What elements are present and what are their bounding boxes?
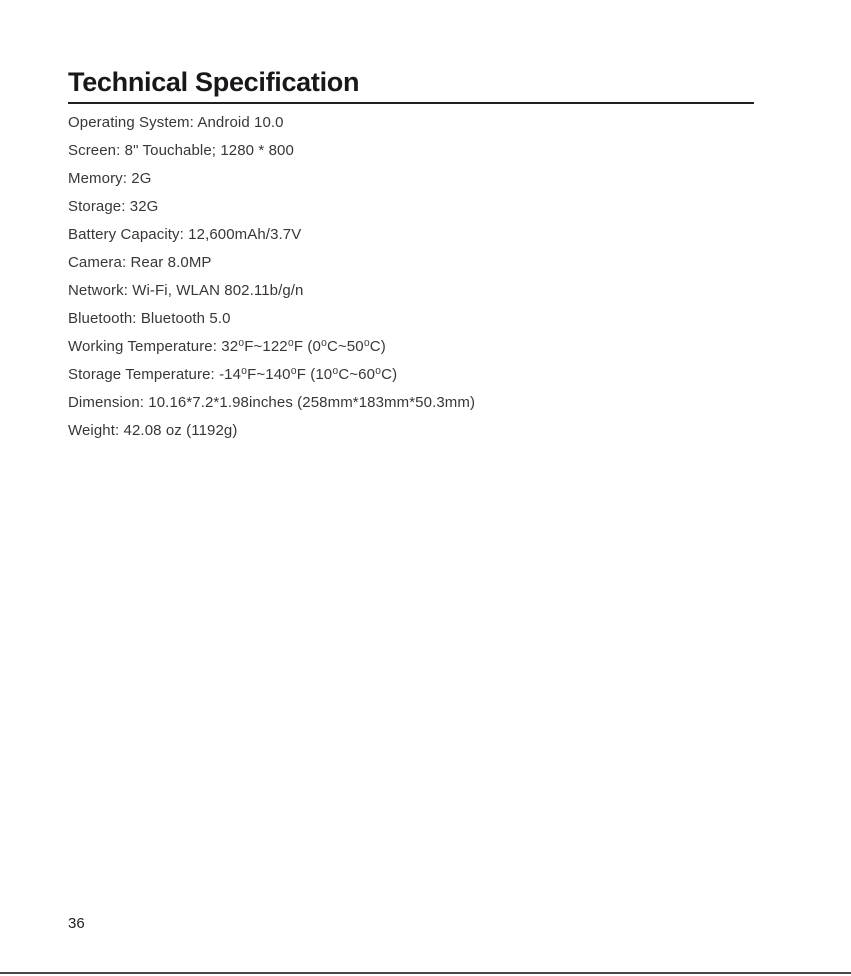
spec-screen: Screen: 8" Touchable; 1280 * 800 bbox=[68, 142, 294, 159]
spec-weight: Weight: 42.08 oz (1192g) bbox=[68, 422, 238, 439]
title-underline bbox=[68, 102, 754, 104]
spec-camera: Camera: Rear 8.0MP bbox=[68, 254, 212, 271]
spec-dimension: Dimension: 10.16*7.2*1.98inches (258mm*183mm*50.3mm) bbox=[68, 394, 476, 411]
spec-storage: Storage: 32G bbox=[68, 198, 159, 215]
spec-network: Network: Wi-Fi, WLAN 802.11b/g/n bbox=[68, 282, 304, 299]
page-title: Technical Specification bbox=[68, 67, 360, 97]
spec-working-temperature: Working Temperature: 32⁰F~122⁰F (0⁰C~50⁰C) bbox=[68, 338, 386, 355]
page-number: 36 bbox=[68, 915, 85, 932]
spec-memory: Memory: 2G bbox=[68, 170, 152, 187]
spec-operating-system: Operating System: Android 10.0 bbox=[68, 114, 284, 131]
spec-bluetooth: Bluetooth: Bluetooth 5.0 bbox=[68, 310, 231, 327]
spec-storage-temperature: Storage Temperature: -14⁰F~140⁰F (10⁰C~60⁰C) bbox=[68, 366, 398, 383]
spec-list bbox=[68, 109, 475, 445]
footer-divider bbox=[0, 972, 851, 974]
spec-battery-capacity: Battery Capacity: 12,600mAh/3.7V bbox=[68, 226, 302, 243]
